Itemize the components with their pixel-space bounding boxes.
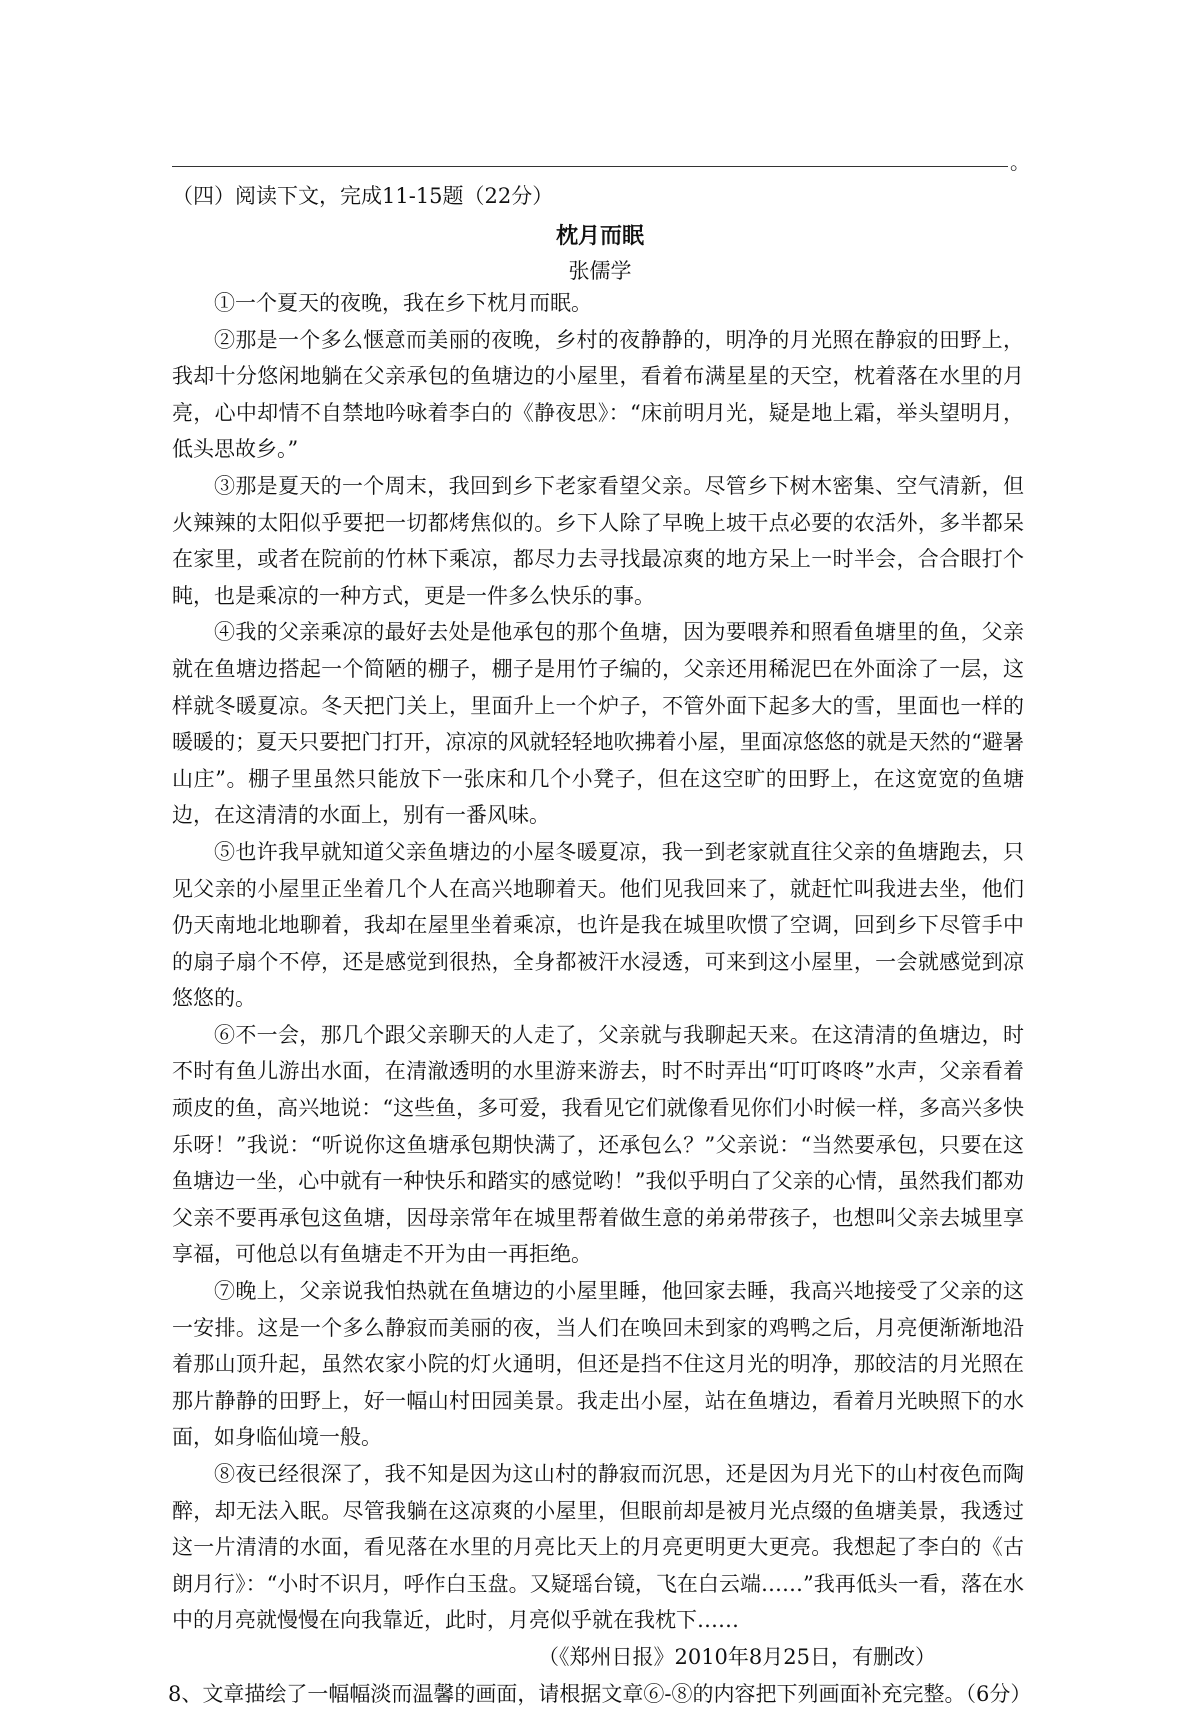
paragraph-1: ①一个夏天的夜晚，我在乡下枕月而眠。 (214, 291, 592, 315)
section-heading: （四）阅读下文，完成11-15题（22分） (172, 184, 554, 208)
article-body (168, 285, 1032, 1712)
question-8: 8、文章描绘了一幅幅淡而温馨的画面，请根据文章⑥-⑧的内容把下列画面补充完整。（6分） (168, 1681, 1032, 1706)
paragraph-7: ⑦晚上，父亲说我怕热就在鱼塘边的小屋里睡，他回家去睡，我高兴地接受了父亲的这一安排。这是一个多么静寂而美丽的夜，当人们在唤回未到家的鸡鸭之后，月亮便渐渐地沿着那山顶升起，虽然农家小院的灯火通明，但还是挡不住这月光的明净，那皎洁的月光照在那片静静的田野上，好一幅山村田园美景。我走出小屋，站在鱼塘边，看着月光映照下的水面，如身临仙境一般。 (172, 1279, 1024, 1450)
blank-end-mark: 。 (1010, 150, 1030, 174)
paragraph-6: ⑥不一会，那几个跟父亲聊天的人走了，父亲就与我聊起天来。在这清清的鱼塘边，时不时有鱼儿游出水面，在清澈透明的水里游来游去，时不时弄出“叮叮咚咚”水声，父亲看着顽皮的鱼，高兴地说：“这些鱼，多可爱，我看见它们就像看见你们小时候一样，多高兴多快乐呀！”我说：“听说你这鱼塘承包期快满了，还承包么？”父亲说：“当然要承包，只要在这鱼塘边一坐，心中就有一种快乐和踏实的感觉哟！”我似乎明白了父亲的心情，虽然我们都劝父亲不要再承包这鱼塘，因母亲常年在城里帮着做生意的弟弟带孩子，也想叫父亲去城里享享福，可他总以有鱼塘走不开为由一再拒绝。 (172, 1022, 1024, 1267)
paragraph-5: ⑤也许我早就知道父亲鱼塘边的小屋冬暖夏凉，我一到老家就直往父亲的鱼塘跑去，只见父亲的小屋里正坐着几个人在高兴地聊着天。他们见我回来了，就赶忙叫我进去坐，他们仍天南地北地聊着，我却在屋里坐着乘凉，也许是我在城里吹惯了空调，回到乡下尽管手中的扇子扇个不停，还是感觉到很热，全身都被汗水浸透，可来到这小屋里，一会就感觉到凉悠悠的。 (172, 839, 1024, 1011)
answer-blank-line (172, 166, 1008, 167)
paragraph-4: ④我的父亲乘凉的最好去处是他承包的那个鱼塘，因为要喂养和照看鱼塘里的鱼，父亲就在鱼塘边搭起一个简陋的棚子，棚子是用竹子编的，父亲还用稀泥巴在外面涂了一层，这样就冬暖夏凉。冬天把门关上，里面升上一个炉子，不管外面下起多大的雪，里面也一样的暖暖的；夏天只要把门打开，凉凉的风就轻轻地吹拂着小屋，里面凉悠悠的就是天然的“避暑山庄”。棚子里虽然只能放下一张床和几个小凳子，但在这空旷的田野上，在这宽宽的鱼塘边，在这清清的水面上，别有一番风味。 (172, 620, 1024, 828)
article-source: （《郑州日报》2010年8月25日，有删改） (537, 1644, 936, 1669)
paragraph-3: ③那是夏天的一个周末，我回到乡下老家看望父亲。尽管乡下树木密集、空气清新，但火辣辣的太阳似乎要把一切都烤焦似的。乡下人除了早晚上坡干点必要的农活外，多半都呆在家里，或者在院前的竹林下乘凉，都尽力去寻找最凉爽的地方呆上一时半会，合合眼打个盹，也是乘凉的一种方式，更是一件多么快乐的事。 (172, 473, 1024, 608)
article-author: 张儒学 (568, 259, 632, 283)
paragraph-8: ⑧夜已经很深了，我不知是因为这山村的静寂而沉思，还是因为月光下的山村夜色而陶醉，却无法入眠。尽管我躺在这凉爽的小屋里，但眼前却是被月光点缀的鱼塘美景，我透过这一片清清的水面，看见落在水里的月亮比天上的月亮更明更大更亮。我想起了李白的《古朗月行》：“小时不识月，呼作白玉盘。又疑瑶台镜，飞在白云端……”我再低头一看，落在水中的月亮就慢慢在向我靠近，此时，月亮似乎就在我枕下…… (172, 1462, 1024, 1633)
paragraph-2: ②那是一个多么惬意而美丽的夜晚，乡村的夜静静的，明净的月光照在静寂的田野上，我却十分悠闲地躺在父亲承包的鱼塘边的小屋里，看着布满星星的天空，枕着落在水里的月亮，心中却情不自禁地吟咏着李白的《静夜思》：“床前明月光，疑是地上霜，举头望明月，低头思故乡。” (172, 327, 1024, 462)
article-title: 枕月而眠 (555, 223, 644, 249)
